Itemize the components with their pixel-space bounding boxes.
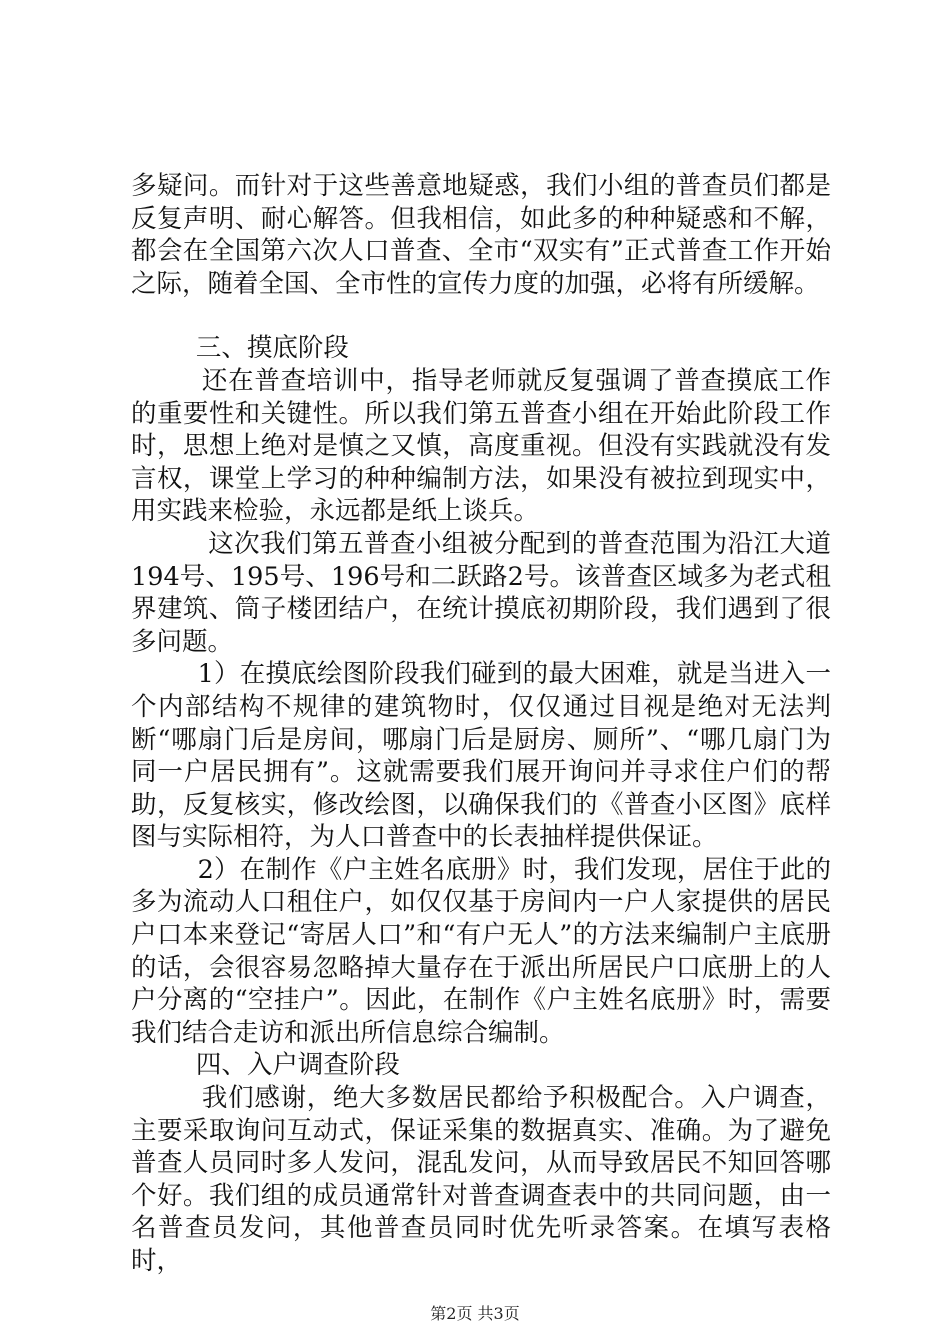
paragraph-intro-continued: 多疑问。而针对于这些善意地疑惑，我们小组的普查员们都是反复声明、耐心解答。但我相信，如此多的种种疑惑和不解，都会在全国第六次人口普查、全市“双实有”正式普查工作开始之际，随着全国、全市性的宣传力度的加强，必将有所缓解。 xyxy=(131,171,831,299)
paragraph-household-survey: 我们感谢，绝大多数居民都给予积极配合。入户调查，主要采取询问互动式，保证采集的数据真实、准确。为了避免普查人员同时多人发问，混乱发问，从而导致居民不知回答哪个好。我们组的成员通常针对普查调查表中的共同问题，由一名普查员发问，其他普查员同时优先听录答案。在填写表格时， xyxy=(131,1083,831,1276)
paragraph-point-2: 2）在制作《户主姓名底册》时，我们发现，居住于此的多为流动人口租住户，如仅仅基于房间内一户人家提供的居民户口本来登记“寄居人口”和“有户无人”的方法来编制户主底册的话，会很容易忽略掉大量存在于派出所居民户口底册上的人户分离的“空挂户”。因此，在制作《户主姓名底册》时，需要我们结合走访和派出所信息综合编制。 xyxy=(131,854,831,1048)
paragraph-survey-area: 这次我们第五普查小组被分配到的普查范围为沿江大道194号、195号、196号和二跃路2号。该普查区域多为老式租界建筑、筒子楼团结户，在统计摸底初期阶段，我们遇到了很多问题。 xyxy=(131,528,831,657)
section-heading-household-survey: 四、入户调查阶段 xyxy=(131,1050,400,1081)
body-text xyxy=(131,170,831,1278)
paragraph-point-1: 1）在摸底绘图阶段我们碰到的最大困难，就是当进入一个内部结构不规律的建筑物时，仅仅通过目视是绝对无法判断“哪扇门后是房间，哪扇门后是厨房、厕所”、“哪几扇门为同一户居民拥有”。这就需要我们展开询问并寻求住户们的帮助，反复核实，修改绘图，以确保我们的《普查小区图》底样图与实际相符，为人口普查中的长表抽样提供保证。 xyxy=(131,659,831,853)
paragraph-training: 还在普查培训中，指导老师就反复强调了普查摸底工作的重要性和关键性。所以我们第五普查小组在开始此阶段工作时，思想上绝对是慎之又慎，高度重视。但没有实践就没有发言权，课堂上学习的种种编制方法，如果没有被拉到现实中，用实践来检验，永远都是纸上谈兵。 xyxy=(131,365,831,527)
page-footer: 第2页 共3页 xyxy=(430,1304,520,1323)
section-heading-survey-stage: 三、摸底阶段 xyxy=(131,333,349,364)
